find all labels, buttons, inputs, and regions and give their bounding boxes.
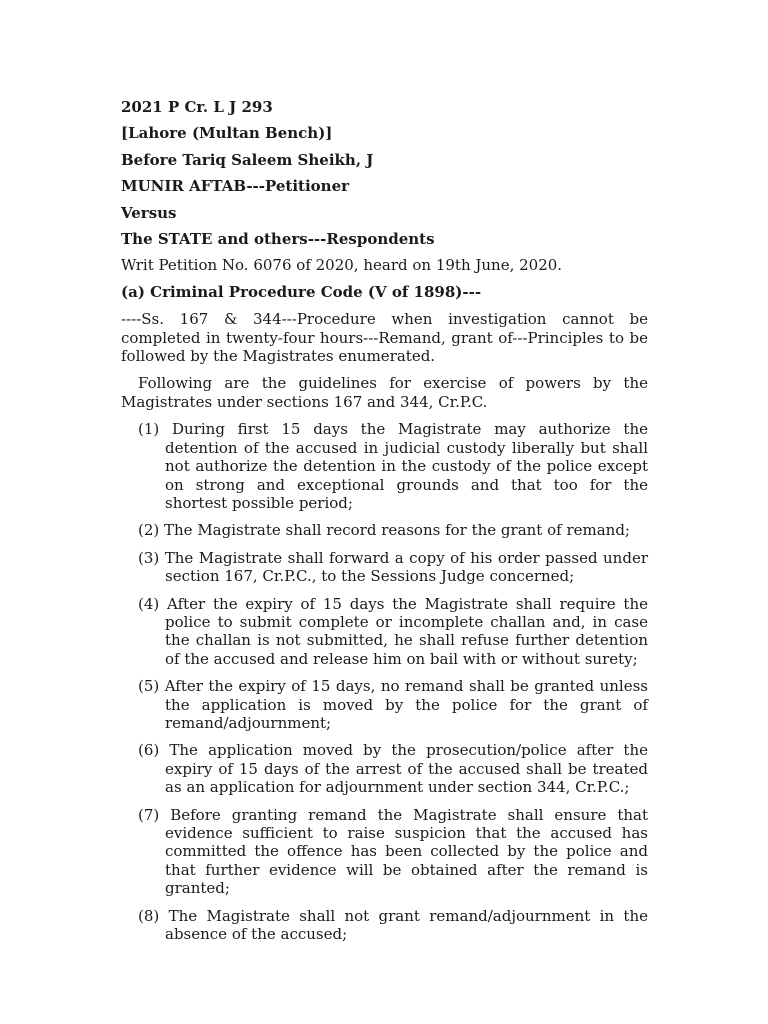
guideline-item: (1) During first 15 days the Magistrate may authorize the detention of the accused in judicial custody liberally but shall not authorize the detention in the custody of the police except on strong and exceptional grounds and that too for the shortest possible period; (138, 420, 648, 512)
document-page (121, 98, 648, 952)
guideline-item: (5) After the expiry of 15 days, no remand shall be granted unless the application is moved by the police for the grant of remand/adjournment; (138, 677, 648, 732)
guideline-item: (2) The Magistrate shall record reasons for the grant of remand; (138, 521, 630, 540)
intro-paragraph: Following are the guidelines for exercise of powers by the Magistrates under sections 167 and 344, Cr.P.C. (121, 374, 648, 411)
guideline-item: (3) The Magistrate shall forward a copy of his order passed under section 167, Cr.P.C., to the Sessions Judge concerned; (138, 548, 648, 586)
respondents-line: The STATE and others---Respondents (121, 230, 435, 249)
statute-heading: (a) Criminal Procedure Code (V of 1898)--- (121, 282, 482, 301)
citation: 2021 P Cr. L J 293 (121, 98, 273, 116)
versus-line: Versus (121, 203, 177, 222)
summary-paragraph: ----Ss. 167 & 344---Procedure when investigation cannot be completed in twenty-four hours---Remand, grant of---Principles to be followed by the Magistrates enumerated. (121, 310, 648, 366)
judge-line: Before Tariq Saleem Sheikh, J (121, 150, 374, 169)
guidelines-list (121, 420, 648, 943)
guideline-item: (6) The application moved by the prosecution/police after the expiry of 15 days of the arrest of the accused shall be treated as an application for adjournment under section 344, Cr.P.C.; (138, 741, 648, 797)
petitioner-line: MUNIR AFTAB---Petitioner (121, 177, 350, 196)
guideline-item: (7) Before granting remand the Magistrate shall ensure that evidence sufficient to raise suspicion that the accused has committed the offence has been collected by the police and that further evidence will be obtained after the remand is granted; (138, 805, 648, 898)
court-name: [Lahore (Multan Bench)] (121, 124, 333, 143)
guideline-item: (4) After the expiry of 15 days the Magistrate shall require the police to submit complete or incomplete challan and, in case the challan is not submitted, he shall refuse further detention of the accused and release him on bail with or without surety; (138, 594, 648, 668)
case-line: Writ Petition No. 6076 of 2020, heard on 19th June, 2020. (121, 256, 563, 275)
guideline-item: (8) The Magistrate shall not grant remand/adjournment in the absence of the accused; (138, 906, 648, 944)
